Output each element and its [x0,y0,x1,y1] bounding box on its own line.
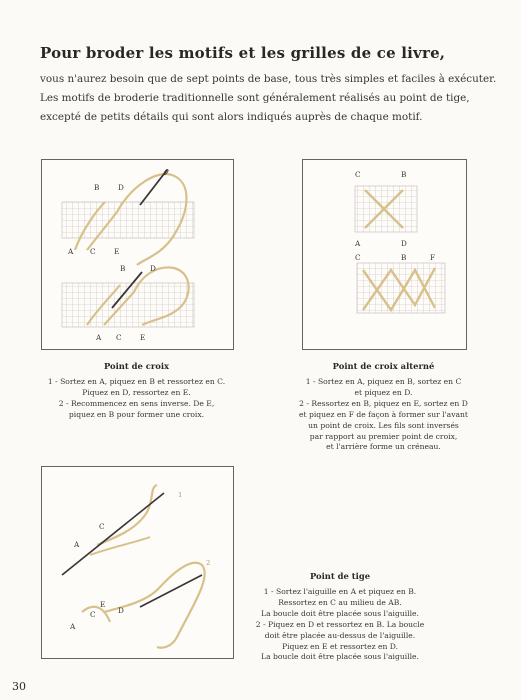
alternating-cross-line-6: par rapport au premier point de croix, [309,431,458,441]
label-d: D [118,606,124,615]
stem-stitch-line-1: 1 - Sortez l'aiguille en A et piquez en B. [263,587,417,596]
needle-step-2-icon [140,575,202,607]
label-a: A [74,540,80,549]
page-number: 30 [12,680,26,693]
intro-line-3: excepté de petits détails qui sont alors indiqués auprès de chaque motif. [40,111,423,123]
step-1-marker: 1 [178,491,183,499]
alternating-cross-line-3: 2 - Ressortez en B, piquez en E, sortez en D [299,398,468,408]
cross-stitch-illustration [42,160,233,349]
needle-step-1-icon [62,493,164,575]
fabric-grid-bottom [357,263,445,313]
alternating-cross-line-5: un point de croix. Les fils sont inversés [308,420,459,430]
intro-line-1: vous n'aurez besoin que de sept points de base, tous très simples et faciles à exécuter. [40,73,497,85]
label-a-top: A [355,239,361,248]
cross-stitch-title: Point de croix [103,361,170,371]
label-a-bottom: A [96,333,102,342]
cross-stitch-line-2: Piquez en D, ressortez en E. [82,387,191,397]
label-c: C [99,522,105,531]
stem-stitch-line-4: 2 - Piquez en D et ressortez en B. La boucle [255,619,425,629]
fabric-grid-top [355,186,417,232]
cross-stitch-line-3: 2 - Recommencez en sens inverse. De E, [58,398,215,408]
stem-stitch-line-3: La boucle doit être placée sous l'aiguille. [261,608,419,618]
alternating-cross-instructions [293,377,474,453]
label-d-bottom: D [150,264,156,273]
label-a-step-2: A [70,622,76,631]
thread-step-1 [97,485,157,545]
label-e-top: E [114,247,120,256]
label-d-top: D [118,183,124,192]
label-b-bottom: B [120,264,126,273]
needle-top-icon [140,170,167,205]
stem-stitch-line-7: La boucle doit être placée sous l'aiguille. [261,652,419,662]
alternating-cross-frame [302,159,467,350]
intro-line-2: Les motifs de broderie traditionnelle sont généralement réalisés au point de tige, [40,92,470,104]
cross-stitch-frame [41,159,234,350]
label-d-top: D [401,239,407,248]
alternating-cross-line-1: 1 - Sortez en A, piquez en B, sortez en C [305,377,462,386]
page-heading: Pour broder les motifs et les grilles de ce livre, [40,44,446,62]
label-c-top: C [90,247,96,256]
step-2-marker: 2 [206,559,211,567]
cross-stitch-line-1: 1 - Sortez en A, piquez en B et ressortez en C. [47,377,226,386]
label-c-bottom: C [355,253,361,262]
label-f-bottom: F [430,253,436,262]
alternating-cross-line-2: et piquez en D. [354,387,413,397]
alternating-cross-line-4: et piquez en F de façon à former sur l'avant [299,409,468,419]
label-c-bottom: C [116,333,122,342]
label-a-top: A [68,247,74,256]
label-b-top: B [401,170,407,179]
alternating-cross-title: Point de croix alterné [332,361,435,371]
label-c-top: C [355,170,361,179]
label-b-top: B [94,183,100,192]
stem-stitch-illustration [42,467,233,658]
stem-stitch-line-6: Piquez en E et ressortez en D. [281,641,399,651]
stem-stitch-instructions [250,587,430,663]
stem-stitch-title: Point de tige [309,571,371,581]
label-e-bottom: E [140,333,146,342]
alternating-cross-illustration [303,160,466,349]
stem-stitch-frame [41,466,234,659]
stem-stitch-line-2: Ressortez en C au milieu de AB. [278,597,402,607]
cross-stitch-line-4: piquez en B pour former une croix. [68,409,205,419]
cross-stitch-instructions [36,377,237,421]
label-b-bottom: B [401,253,407,262]
stem-stitch-line-5: doit être placée au-dessus de l'aiguille. [264,630,416,640]
label-e: E [100,600,106,609]
label-c-step-2: C [90,610,96,619]
alternating-cross-line-7: et l'arrière forme un créneau. [326,442,441,452]
